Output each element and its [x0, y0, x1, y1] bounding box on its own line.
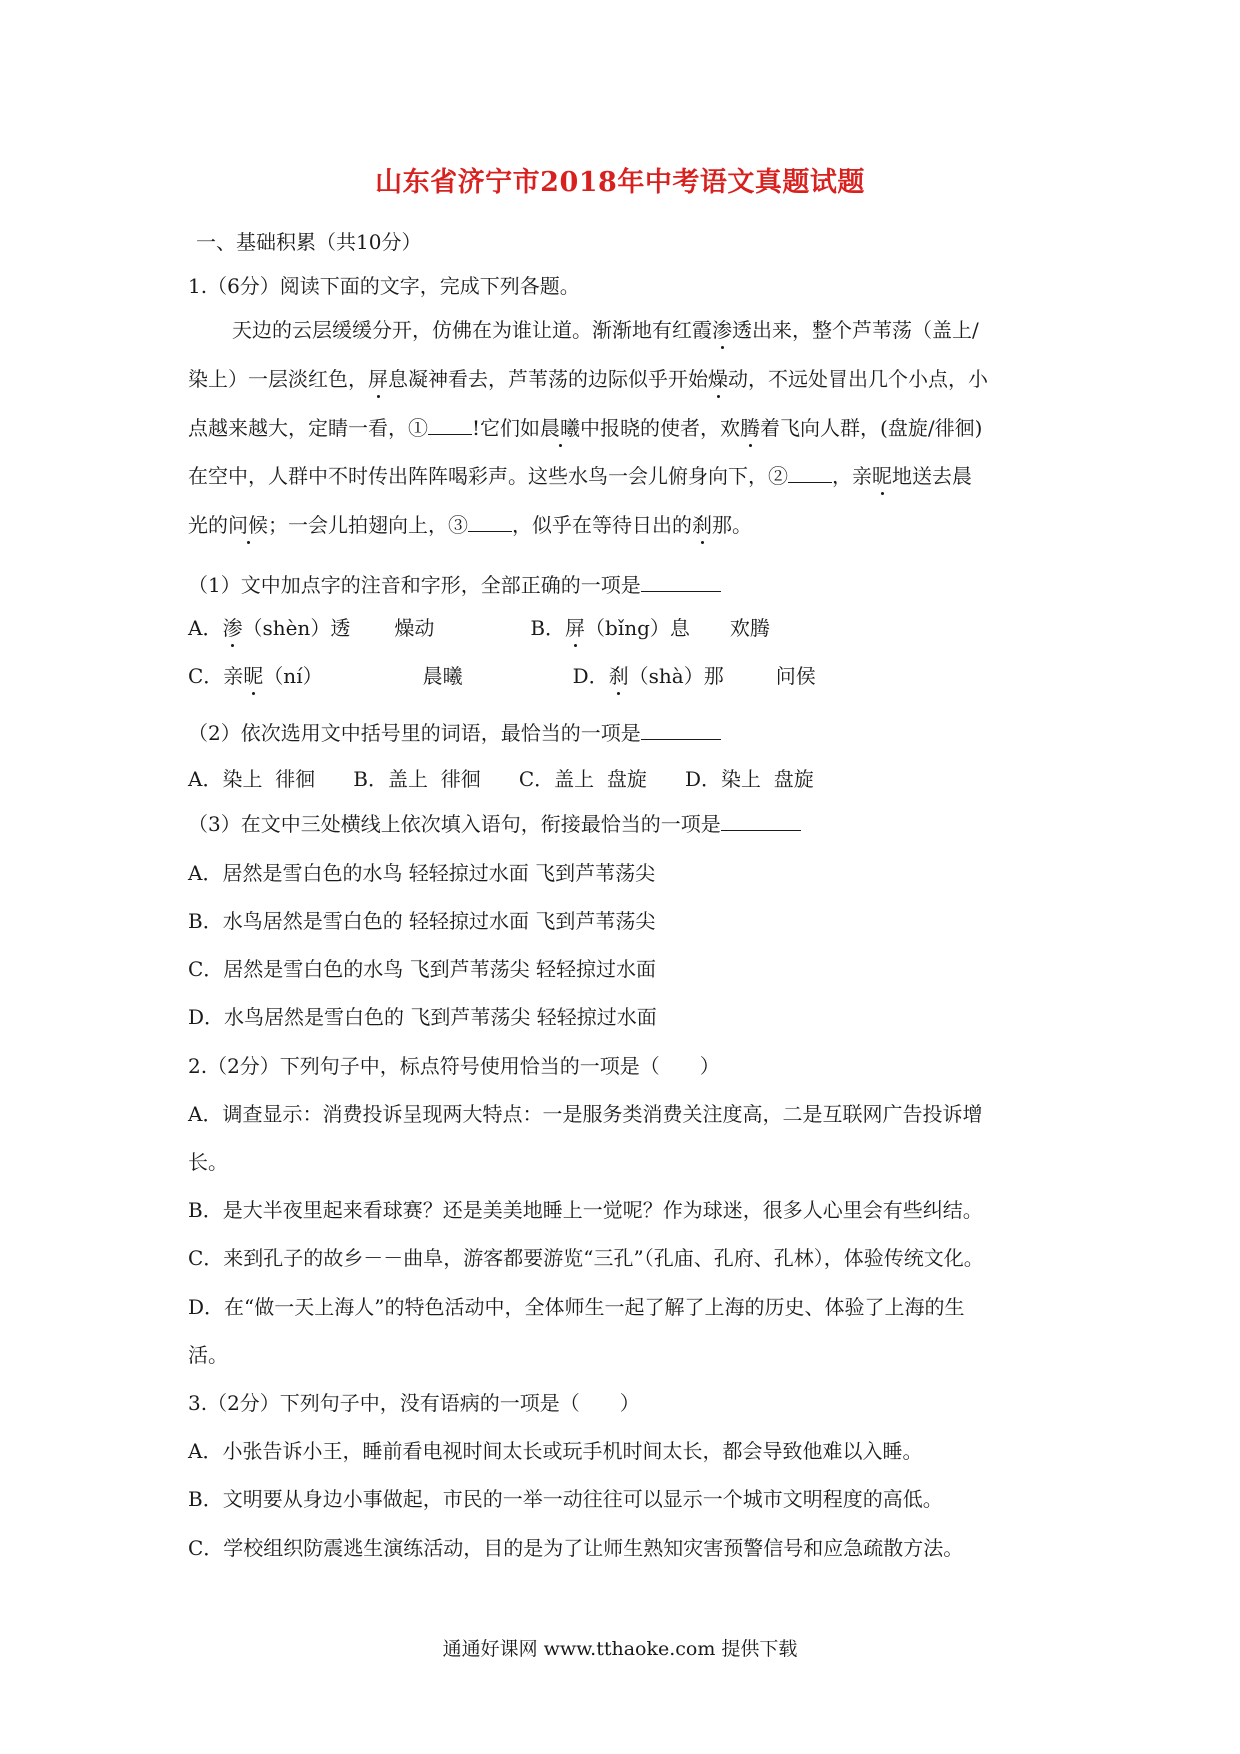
question-2-stem: 2.（2分）下列句子中，标点符号使用恰当的一项是（ ）	[188, 1054, 720, 1078]
answer-line	[721, 812, 801, 831]
question-2-option-b: B．是大半夜里起来看球赛？还是美美地睡上一觉呢？作为球迷，很多人心里会有些纠结。	[188, 1198, 983, 1222]
subquestion-3-option-d: D．水鸟居然是雪白色的 飞到芦苇荡尖 轻轻掠过水面	[188, 1005, 657, 1029]
answer-line	[641, 721, 721, 740]
question-2-option-a: A．调查显示：消费投诉呈现两大特点：一是服务类消费关注度高，二是互联网广告投诉增	[188, 1102, 983, 1126]
answer-blank-2	[788, 464, 832, 483]
answer-blank-1	[428, 416, 472, 435]
subquestion-1-options-ab: A．渗（shèn）透 燥动 B．屏（bǐng）息 欢腾	[188, 616, 770, 640]
passage-line-2: 染上）一层淡红色，屏息凝神看去，芦苇荡的边际似乎开始燥动，不远处冒出几个小点，小	[188, 367, 988, 391]
question-3-option-c: C．学校组织防震逃生演练活动，目的是为了让师生熟知灾害预警信号和应急疏散方法。	[188, 1536, 964, 1560]
question-2-option-d-cont: 活。	[188, 1343, 228, 1367]
section-heading: 一、基础积累（共10分）	[196, 230, 422, 254]
answer-blank-3	[468, 513, 512, 532]
question-2-option-d: D．在“做一天上海人”的特色活动中，全体师生一起了解了上海的历史、体验了上海的生	[188, 1295, 965, 1319]
question-3-option-b: B．文明要从身边小事做起，市民的一举一动往往可以显示一个城市文明程度的高低。	[188, 1487, 943, 1511]
passage-line-3: 点越来越大，定睛一看，① !它们如晨曦中报晓的使者，欢腾着飞向人群，(盘旋/徘徊)	[188, 416, 983, 440]
subquestion-2-stem: （2）依次选用文中括号里的词语，最恰当的一项是	[188, 720, 721, 746]
subquestion-1-options-cd: C．亲昵（ní） 晨曦 D．刹（shà）那 问侯	[188, 664, 816, 688]
subquestion-2-options: A．染上 徘徊 B．盖上 徘徊 C．盖上 盘旋 D．染上 盘旋	[188, 767, 814, 791]
question-3-stem: 3.（2分）下列句子中，没有语病的一项是（ ）	[188, 1391, 640, 1415]
subquestion-3-option-c: C．居然是雪白色的水鸟 飞到芦苇荡尖 轻轻掠过水面	[188, 957, 657, 981]
question-2-option-c: C．来到孔子的故乡－－曲阜，游客都要游览“三孔”（孔庙、孔府、孔林），体验传统文化。	[188, 1246, 984, 1270]
passage-line-1: 天边的云层缓缓分开，仿佛在为谁让道。渐渐地有红霞渗透出来，整个芦苇荡（盖上/	[232, 318, 979, 342]
answer-line	[641, 573, 721, 592]
question-2-option-a-cont: 长。	[188, 1150, 228, 1174]
question-3-option-a: A．小张告诉小王，睡前看电视时间太长或玩手机时间太长，都会导致他难以入睡。	[188, 1439, 923, 1463]
page-footer: 通通好课网 www.tthaoke.com 提供下载	[442, 1638, 798, 1660]
page-title: 山东省济宁市2018年中考语文真题试题	[375, 167, 865, 198]
subquestion-3-stem: （3）在文中三处横线上依次填入语句，衔接最恰当的一项是	[188, 811, 801, 837]
subquestion-3-option-b: B．水鸟居然是雪白色的 轻轻掠过水面 飞到芦苇荡尖	[188, 909, 656, 933]
subquestion-1-stem: （1）文中加点字的注音和字形，全部正确的一项是	[188, 572, 721, 598]
subquestion-3-option-a: A．居然是雪白色的水鸟 轻轻掠过水面 飞到芦苇荡尖	[188, 861, 656, 885]
passage-line-4: 在空中，人群中不时传出阵阵喝彩声。这些水鸟一会儿俯身向下，② ，亲昵地送去晨	[188, 464, 972, 488]
passage-line-5: 光的问候；一会儿拍翅向上，③ ，似乎在等待日出的刹那。	[188, 513, 752, 537]
question-1-stem: 1.（6分）阅读下面的文字，完成下列各题。	[188, 274, 580, 298]
